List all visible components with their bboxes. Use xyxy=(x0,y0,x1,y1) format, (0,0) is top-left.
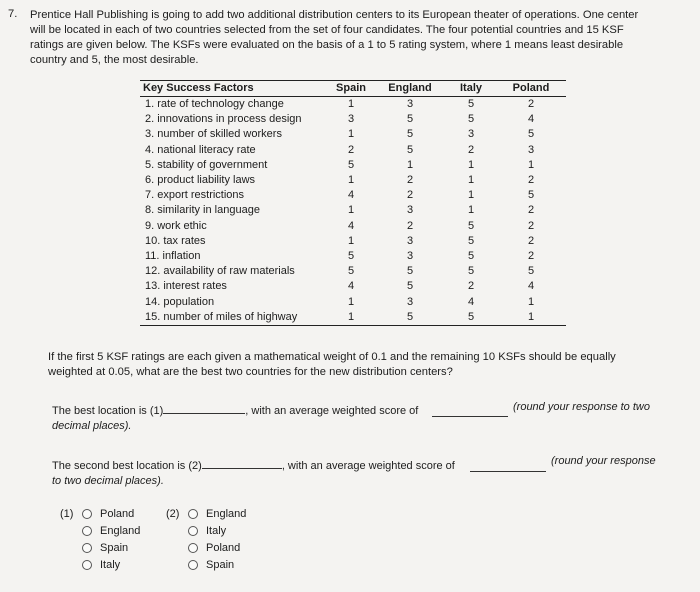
table-header-row xyxy=(140,81,566,97)
option-label: Spain xyxy=(206,558,235,571)
answer-1-score-blank[interactable] xyxy=(432,406,508,417)
rating-cell: 1 xyxy=(527,295,535,308)
factor-cell: 14. population xyxy=(145,295,215,308)
rating-cell: 5 xyxy=(527,265,535,278)
question-number: 7. xyxy=(8,8,18,20)
rating-cell: 5 xyxy=(467,249,475,262)
radio-button[interactable] xyxy=(82,560,92,570)
rating-cell: 5 xyxy=(467,265,475,278)
table-row xyxy=(140,234,566,249)
rating-cell: 5 xyxy=(446,310,496,326)
rating-cell: 1 xyxy=(347,98,355,111)
question-text xyxy=(30,8,670,68)
table-row xyxy=(140,294,566,309)
rating-cell: 1 xyxy=(347,295,355,308)
rating-cell: 5 xyxy=(406,280,414,293)
answer-1-note: (round your response to two xyxy=(513,401,650,413)
rating-cell: 2 xyxy=(527,98,535,111)
rating-cell: 4 xyxy=(467,295,475,308)
factor-cell: 15. number of miles of highway xyxy=(140,310,328,326)
question-line: Prentice Hall Publishing is going to add two additional distribution centers to its European theater of operations. One center xyxy=(30,9,639,21)
factor-cell: 1. rate of technology change xyxy=(145,98,284,111)
answer-2-score-blank[interactable] xyxy=(470,461,546,472)
rating-cell: 5 xyxy=(467,234,475,247)
answer-2-middle: , with an average weighted score of xyxy=(281,460,455,472)
answer-2-prefix: The second best location is (2) xyxy=(52,460,202,472)
followup-line: weighted at 0.05, what are the best two countries for the new distribution centers? xyxy=(48,365,453,378)
rating-cell: 4 xyxy=(347,219,355,232)
location-2-options xyxy=(166,505,246,573)
rating-cell: 5 xyxy=(406,113,414,126)
rating-cell: 3 xyxy=(467,128,475,141)
rating-cell: 4 xyxy=(527,113,535,126)
rating-cell: 2 xyxy=(347,143,355,156)
answer-1-location-blank[interactable] xyxy=(163,403,245,414)
factor-cell: 12. availability of raw materials xyxy=(145,265,295,278)
factor-cell: 8. similarity in language xyxy=(145,204,260,217)
rating-cell: 3 xyxy=(406,204,414,217)
radio-button[interactable] xyxy=(82,509,92,519)
rating-cell: 1 xyxy=(496,310,566,326)
rating-cell: 1 xyxy=(347,234,355,247)
table-row xyxy=(140,112,566,127)
rating-cell: 1 xyxy=(467,158,475,171)
table-row xyxy=(140,143,566,158)
header-key-success-factors: Key Success Factors xyxy=(140,81,328,97)
table-row xyxy=(140,188,566,203)
rating-cell: 4 xyxy=(527,280,535,293)
rating-cell: 5 xyxy=(406,128,414,141)
rating-cell: 4 xyxy=(347,189,355,202)
table-row xyxy=(140,310,566,326)
answer-1-prefix: The best location is (1) xyxy=(52,405,164,417)
answer-1-prompt xyxy=(52,403,418,432)
rating-cell: 1 xyxy=(467,189,475,202)
question-line: will be located in each of two countries selected from the set of four candidates. The four potential countries and 15 KSF xyxy=(30,24,624,36)
header-spain: Spain xyxy=(328,81,374,97)
option-label: England xyxy=(206,507,247,520)
radio-button[interactable] xyxy=(82,526,92,536)
rating-cell: 3 xyxy=(406,234,414,247)
rating-cell: 5 xyxy=(406,143,414,156)
rating-cell: 2 xyxy=(406,174,414,187)
rating-cell: 2 xyxy=(527,174,535,187)
answer-1-middle: , with an average weighted score of xyxy=(245,405,419,417)
rating-cell: 2 xyxy=(527,204,535,217)
header-italy: Italy xyxy=(446,81,496,97)
factor-cell: 9. work ethic xyxy=(145,219,207,232)
table-row xyxy=(140,219,566,234)
table-row xyxy=(140,173,566,188)
radio-button[interactable] xyxy=(188,526,198,536)
question-line: ratings are given below. The KSFs were evaluated on the basis of a 1 to 5 rating system, where 1 means least desirable xyxy=(30,39,624,51)
answer-2-note: (round your response xyxy=(551,455,656,467)
table-row xyxy=(140,97,566,113)
rating-cell: 2 xyxy=(527,249,535,262)
rating-cell: 2 xyxy=(406,219,414,232)
factor-cell: 4. national literacy rate xyxy=(145,143,256,156)
rating-cell: 3 xyxy=(347,113,355,126)
answer-2-location-blank[interactable] xyxy=(202,458,282,469)
table-row xyxy=(140,127,566,142)
rating-cell: 1 xyxy=(527,158,535,171)
rating-cell: 5 xyxy=(406,265,414,278)
table-row xyxy=(140,203,566,218)
rating-cell: 5 xyxy=(467,98,475,111)
rating-cell: 5 xyxy=(374,310,446,326)
rating-cell: 2 xyxy=(467,280,475,293)
header-poland: Poland xyxy=(496,81,566,97)
radio-button[interactable] xyxy=(188,560,198,570)
question-line: country and 5, the most desirable. xyxy=(30,54,199,66)
rating-cell: 2 xyxy=(406,189,414,202)
rating-cell: 5 xyxy=(467,219,475,232)
factor-cell: 7. export restrictions xyxy=(145,189,245,202)
option-label: Poland xyxy=(100,507,135,520)
rating-cell: 2 xyxy=(527,219,535,232)
rating-cell: 1 xyxy=(347,204,355,217)
table-row xyxy=(140,158,566,173)
factor-cell: 2. innovations in process design xyxy=(145,113,302,126)
option-label: Spain xyxy=(100,541,129,554)
factor-cell: 11. inflation xyxy=(145,249,201,262)
rating-cell: 1 xyxy=(347,128,355,141)
factor-cell: 5. stability of government xyxy=(145,158,268,171)
rating-cell: 5 xyxy=(347,158,355,171)
rating-cell: 5 xyxy=(527,189,535,202)
rating-cell: 3 xyxy=(406,249,414,262)
rating-cell: 1 xyxy=(467,204,475,217)
rating-cell: 1 xyxy=(347,174,355,187)
followup-line: If the first 5 KSF ratings are each given a mathematical weight of 0.1 and the remaining 10 KSFs should be equally xyxy=(48,351,616,363)
rating-cell: 4 xyxy=(347,280,355,293)
radio-button[interactable] xyxy=(188,543,198,553)
rating-cell: 1 xyxy=(467,174,475,187)
answer-2-prompt xyxy=(52,458,455,487)
ksf-ratings-table xyxy=(140,80,566,326)
radio-button[interactable] xyxy=(188,509,198,519)
option-label: Poland xyxy=(206,541,241,554)
rating-cell: 3 xyxy=(406,295,414,308)
option-label: Italy xyxy=(206,524,227,537)
table-row xyxy=(140,249,566,264)
factor-cell: 10. tax rates xyxy=(145,234,206,247)
rating-cell: 5 xyxy=(347,249,355,262)
factor-cell: 3. number of skilled workers xyxy=(145,128,282,141)
rating-cell: 1 xyxy=(406,158,414,171)
factor-cell: 13. interest rates xyxy=(145,280,227,293)
option-label: Italy xyxy=(100,558,121,571)
table-row xyxy=(140,264,566,279)
rating-cell: 5 xyxy=(467,113,475,126)
rating-cell: 5 xyxy=(527,128,535,141)
table-row xyxy=(140,279,566,294)
rating-cell: 5 xyxy=(347,265,355,278)
factor-cell: 6. product liability laws xyxy=(145,174,256,187)
rating-cell: 2 xyxy=(527,234,535,247)
rating-cell: 1 xyxy=(328,310,374,326)
option-label: England xyxy=(100,524,141,537)
answer-2-line2: to two decimal places). xyxy=(52,475,164,487)
options-1-label: (1) xyxy=(60,507,74,520)
rating-cell: 3 xyxy=(527,143,535,156)
rating-cell: 3 xyxy=(406,98,414,111)
location-1-options xyxy=(60,505,140,573)
answer-1-line2: decimal places). xyxy=(52,420,132,432)
followup-question xyxy=(48,350,648,379)
options-2-label: (2) xyxy=(166,507,180,520)
radio-button[interactable] xyxy=(82,543,92,553)
header-england: England xyxy=(374,81,446,97)
rating-cell: 2 xyxy=(467,143,475,156)
